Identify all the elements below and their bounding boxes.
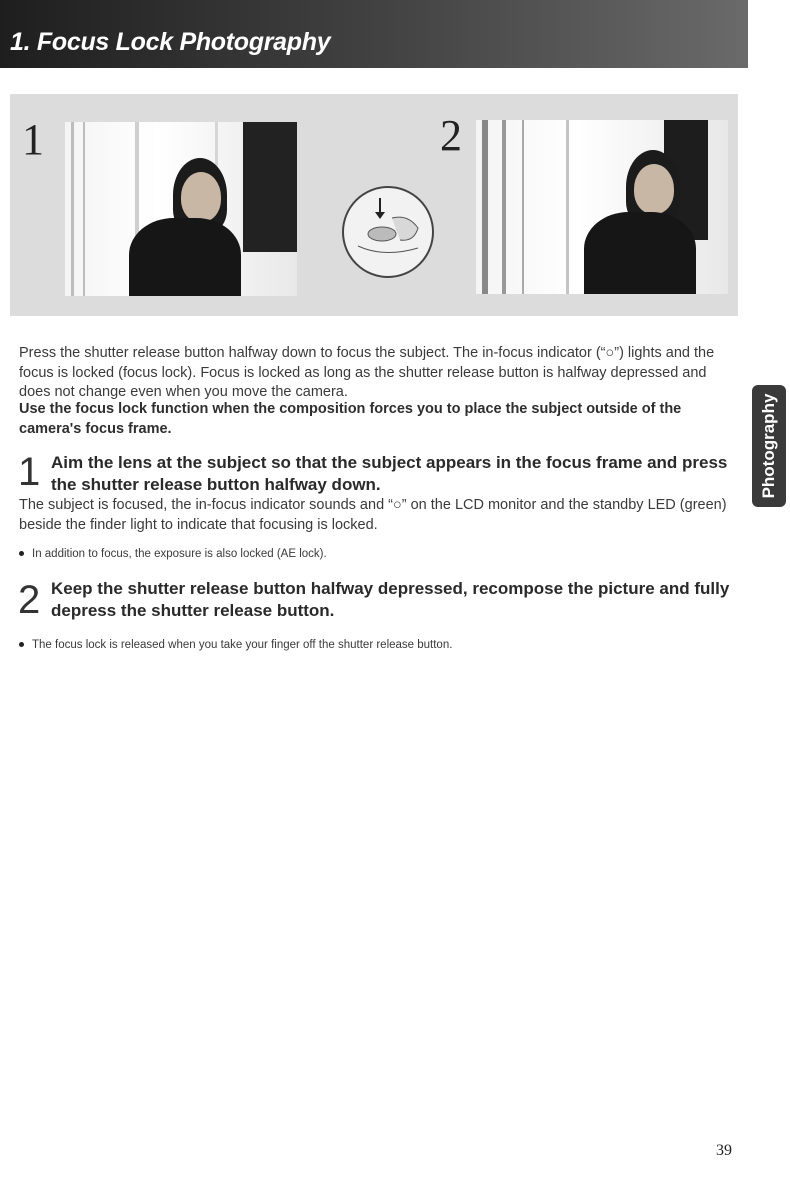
step-1-heading: Aim the lens at the subject so that the subject appears in the focus frame and press the shutter release button halfway down.: [51, 453, 728, 494]
photo-step-2: [476, 120, 728, 294]
section-tab: [752, 385, 786, 507]
step-2-number: 2: [18, 578, 41, 622]
step-2-heading: Keep the shutter release button halfway depressed, recompose the picture and fully depress the shutter release button.: [51, 579, 730, 620]
bullet-icon: [19, 642, 24, 647]
page-header: [0, 0, 748, 68]
step-1-bullet: [19, 548, 327, 560]
bullet-icon: [19, 551, 24, 556]
intro-bold-note: Use the focus lock function when the composition forces you to place the subject outside of the camera's focus frame.: [19, 401, 682, 437]
shutter-press-icon: [342, 186, 434, 278]
photo-step-1: [65, 122, 297, 296]
figure-step-1-label: 1: [22, 115, 44, 164]
step-1-body: The subject is focused, the in-focus indicator sounds and “○” on the LCD monitor and the standby LED (green) beside the finder light to indicate that focusing is locked.: [19, 497, 727, 533]
page-title: 1. Focus Lock Photography: [10, 28, 331, 56]
page-number: 39: [716, 1142, 732, 1159]
intro-paragraph: Press the shutter release button halfway down to focus the subject. The in-focus indicator (“○”) lights and the focus is locked (focus lock). Focus is locked as long as the shutter release button is halfway depressed and does not change even when you move the camera.: [19, 345, 715, 400]
step-1-number: 1: [18, 450, 41, 494]
focus-lock-illustration: [10, 94, 738, 316]
step-2-bullet-text: The focus lock is released when you take your finger off the shutter release button.: [32, 639, 453, 651]
section-tab-label: Photography: [759, 393, 778, 499]
step-2-bullet: [19, 639, 452, 651]
step-1-bullet-text: In addition to focus, the exposure is also locked (AE lock).: [32, 548, 327, 560]
figure-step-2-label: 2: [440, 111, 462, 160]
